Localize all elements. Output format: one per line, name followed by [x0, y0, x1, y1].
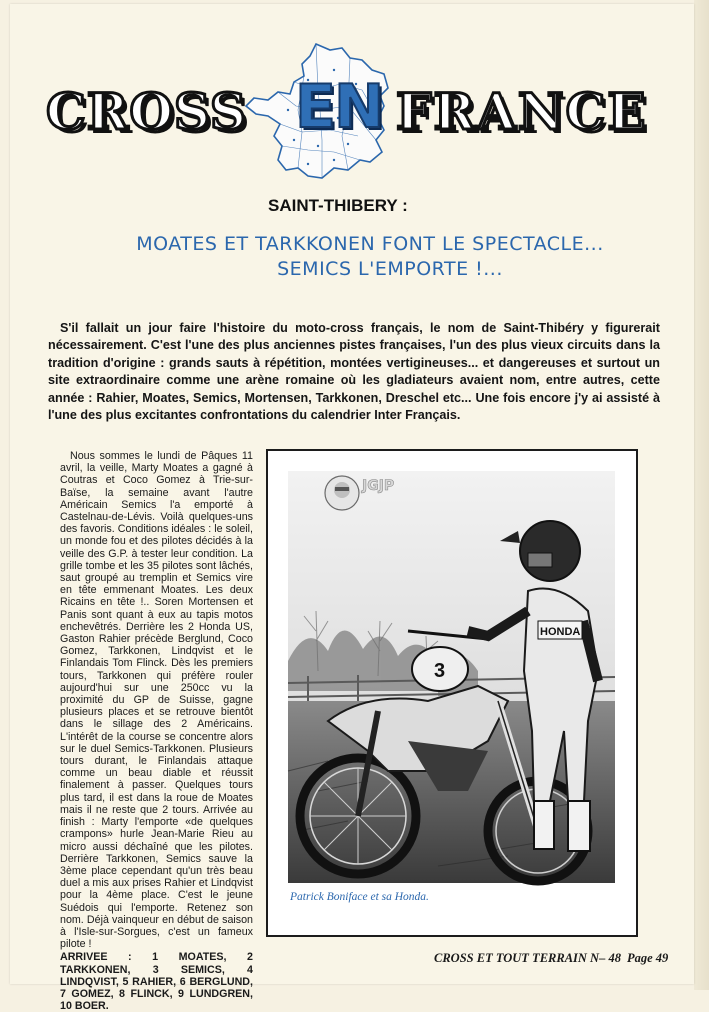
masthead: [0, 0, 709, 190]
jersey-text: HONDA: [540, 626, 581, 638]
page-number: Page 49: [626, 951, 669, 965]
article-intro: S'il fallait un jour faire l'histoire du moto-cross français, le nom de Saint-Thibéry y figurerait nécessairement. C'est l'une des plus anciennes pistes françaises, l'un des plus vieux circuits dans la tradition d'origine : grands sauts à répétition, montées vertigineuses... et dangereuses et surtout un site extraordinaire comme une arène romaine où les gladiateurs avaient nom, entre autres, cette année : Rahier, Moates, Semics, Mortensen, Tarkkonen, Dreschel etc... Une fois encore j'y ai assisté à l'une des plus excitantes confrontations du calendrier Inter Français.: [48, 321, 660, 423]
title-word-en: EN: [295, 72, 383, 142]
photographer-badge-icon: [322, 470, 395, 516]
page-footer: [434, 951, 668, 966]
photo-frame: [266, 449, 638, 937]
badge-letters: JGJP: [362, 478, 395, 494]
magazine-title: CROSS ET TOUT TERRAIN N– 48: [434, 951, 621, 965]
photo-caption: Patrick Boniface et sa Honda.: [290, 891, 429, 903]
headline-line-1: MOATES ET TARKKONEN FONT LE SPECTACLE...: [136, 233, 604, 255]
article-headline: [60, 232, 680, 282]
rider-photo: [288, 471, 615, 883]
article-body-text: Nous sommes le lundi de Pâques 11 avril, la veille, Marty Moates a gagné à Coutras et Coco Gomez à Trie-sur-Baïse, la semaine avant l'autre Américain Semics l'a emporté à Castelnau-de-Lévis. Voilà quelques-uns des favoris. Conditions idéales : le soleil, un monde fou et des pilotes décidés à la veille des G.P. à tester leur condition. La grille tombe et les 35 pilotes sont lâchés, saut groupé au tremplin et Semics vire en tête emmenant Moates. Les deux Ricains en tête !.. Soren Mortensen et Panis sont quant à eux au tapis motos enchevêtrés. Derrière les 2 Honda US, Gaston Rahier précède Berglund, Coco Gomez, Tarkkonen, Lindqvist et le Finlandais Tom Flinck. Dès les premiers tours, Tarkkonen qui préfère rouler aujourd'hui sur une 250cc vu la proximité du GP de Suisse, gagne plusieurs places et se retrouve bientôt dans le sillage des 2 Américains. L'intérêt de la course se concentre alors sur le duel Semics-Tarkkonen. Plusieurs tours durant, le Finlandais attaque comme un beau diable et réussit finalement à passer. Quelques tours plus tard, il est dans la roue de Moates mais il ne reste que 2 tours. Arrivée au finish : Marty l'emporte «de quelques crampons» hurle Jean-Marie Rieu au micro aussi déchaîné que les pilotes. Derrière Tarkkonen, Semics sauve la 3ème place cependant qu'un très beau duel a mis aux prises Rahier et Lindqvist pour la 4ème place. C'est le jeune Suédois qui l'emporte. Retenez son nom. Déjà vainqueur en début de saison à l'Isle-sur-Sorgues, c'est un fameux pilote !: [60, 450, 253, 951]
article-body-column: [60, 450, 253, 1012]
race-results: ARRIVEE : 1 MOATES, 2 TARKKONEN, 3 SEMICS, 4 LINDQVIST, 5 RAHIER, 6 BERGLUND, 7 GOMEZ, 8 FLINCK, 9 LUNDGREN, 10 BOER.: [60, 951, 253, 1012]
headline-line-2: SEMICS L'EMPORTE !...: [277, 258, 503, 280]
number-plate-text: 3: [434, 660, 446, 682]
title-word-france: FRANCE: [396, 82, 648, 141]
title-word-cross: CROSS: [46, 82, 248, 141]
article-kicker: SAINT-THIBERY :: [268, 196, 408, 215]
